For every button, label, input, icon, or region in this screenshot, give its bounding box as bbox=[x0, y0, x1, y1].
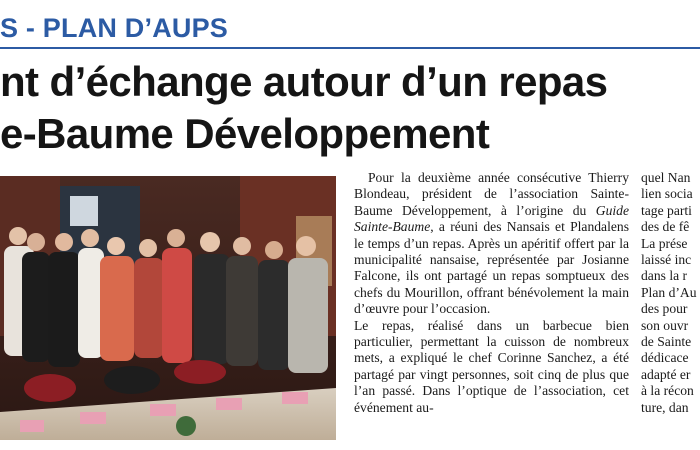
p1-text-a: Pour la deuxième année consécutive Thierry Blondeau, président de l’association Sainte-Baume Développement, à l’origine du bbox=[354, 170, 629, 218]
col2-line: dédicace bbox=[641, 350, 689, 366]
col2-line: des pour bbox=[641, 301, 688, 317]
headline-line-1: nt d’échange autour d’un repas bbox=[0, 58, 608, 105]
col2-line: son ouvr bbox=[641, 317, 689, 333]
col2-line: de Sainte bbox=[641, 334, 692, 350]
col2-line: laissé inc bbox=[641, 252, 692, 268]
guide-title: Guide Sainte-Baume bbox=[354, 202, 629, 235]
article-column-1 bbox=[354, 170, 629, 445]
group-photo bbox=[0, 176, 336, 440]
col2-line: La prése bbox=[641, 235, 688, 251]
article-headline bbox=[0, 56, 700, 160]
col2-line: lien socia bbox=[641, 186, 693, 202]
col2-line: quel Nan bbox=[641, 170, 691, 185]
section-header: S - PLAN D’AUPS bbox=[0, 13, 229, 43]
col2-line: Plan d’Au bbox=[641, 284, 697, 300]
col2-line: ture, dan bbox=[641, 399, 689, 415]
col2-line: adapté er bbox=[641, 366, 691, 382]
col2-line: dans la r bbox=[641, 268, 688, 284]
p1-text-b: , a réuni des Nansais et Plandalens le temps d’un repas. Après un apéritif offert par la municipalité nansaise, représentée par Josianne Falcone, ils ont partagé un repas somptueux des chefs du Mourillon, offrant bénévolement la main d’œuvre pour l’occasion. bbox=[354, 219, 629, 317]
article-column-2 bbox=[641, 170, 700, 445]
col2-line: tage parti bbox=[641, 202, 692, 218]
section-rule bbox=[0, 47, 700, 49]
article-paragraph-1 bbox=[354, 170, 629, 318]
col2-line: des de fê bbox=[641, 219, 690, 235]
article-paragraph-2: Le repas, réalisé dans un barbecue bien particulier, permettant la cuisson de nombreux mets, a expliqué le chef Corinne Sanchez, a été partagé par vingt personnes, soit cinq de plus que l’an passé. Dans l’optique de l’association, cet événement au- bbox=[354, 317, 629, 415]
col2-line: à la récon bbox=[641, 383, 694, 399]
headline-line-2: e-Baume Développement bbox=[0, 110, 490, 157]
